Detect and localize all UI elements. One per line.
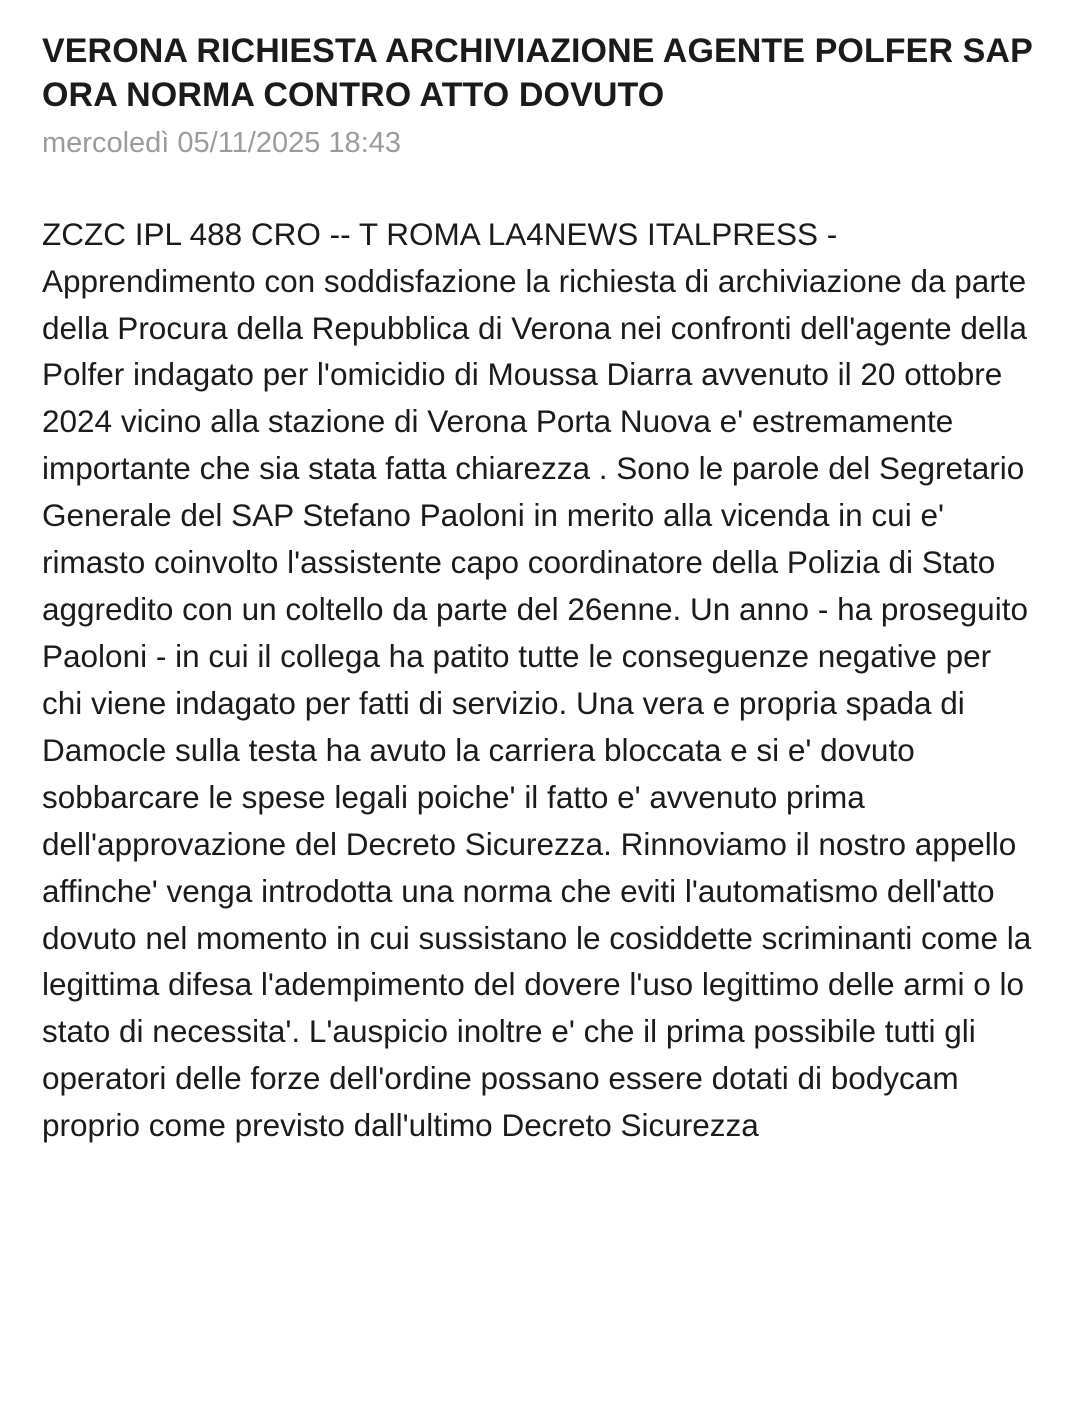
article-timestamp: mercoledì 05/11/2025 18:43: [42, 127, 402, 160]
page-title: VERONA RICHIESTA ARCHIVIAZIONE AGENTE POLFER SAP ORA NORMA CONTRO ATTO DOVUTO: [42, 32, 1033, 114]
article-body-paragraph: ZCZC IPL 488 CRO -- T ROMA LA4NEWS ITALPRESS - Apprendimento con soddisfazione la richiesta di archiviazione da parte della Procura della Repubblica di Verona nei confronti dell'agente della Polfer indagato per l'omicidio di Moussa Diarra avvenuto il 20 ottobre 2024 vicino alla stazione di Verona Porta Nuova e' estremamente importante che sia stata fatta chiarezza . Sono le parole del Segretario Generale del SAP Stefano Paoloni in merito alla vicenda in cui e' rimasto coinvolto l'assistente capo coordinatore della Polizia di Stato aggredito con un coltello da parte del 26enne. Un anno - ha proseguito Paoloni - in cui il collega ha patito tutte le conseguenze negative per chi viene indagato per fatti di servizio. Una vera e propria spada di Damocle sulla testa ha avuto la carriera bloccata e si e' dovuto sobbarcare le spese legali poiche' il fatto e' avvenuto prima dell'approvazione del Decreto Sicurezza. Rinnoviamo il nostro appello affinche' venga introdotta una norma che eviti l'automatismo dell'atto dovuto nel momento in cui sussistano le cosiddette scriminanti come la legittima difesa l'adempimento del dovere l'uso legittimo delle armi o lo stato di necessita'. L'auspicio inoltre e' che il prima possibile tutti gli operatori delle forze dell'ordine possano essere dotati di bodycam proprio come previsto dall'ultimo Decreto Sicurezza: [42, 215, 1032, 1144]
article-body: [42, 211, 1038, 1149]
